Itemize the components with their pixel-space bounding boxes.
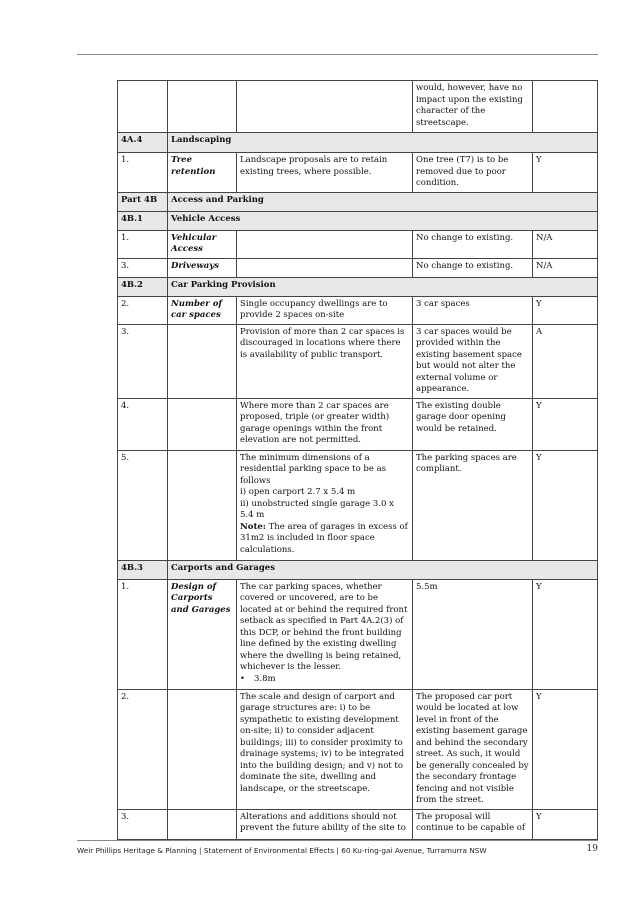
control-line: Alterations and additions should not prevent the future ability of the site to [240,811,406,833]
section-title: Carports and Garages [168,560,598,579]
compliance-value: Y [533,450,598,560]
control-name [168,324,237,398]
control-text [237,258,413,277]
control-text [237,809,413,839]
table-row [118,258,598,277]
section-title: Landscaping [168,133,598,153]
control-name [168,398,237,450]
comment-text: 3 car spaces would be provided within the existing basement space but would not alter the external volume or appearance. [413,324,533,398]
section-code: Part 4B [118,192,168,211]
compliance-value: Y [533,398,598,450]
comment-text: The proposed car port would be located at low level in front of the existing basement garage and behind the secondary street. As such, it would be generally concealed by the secondary frontage fencing and not visible from the street. [413,689,533,809]
note-text: The area of garages in excess of 31m2 is included in floor space calculations. [240,521,408,555]
table-row [118,689,598,809]
control-name: Driveways [168,258,237,277]
controls-table [117,80,598,840]
section-code: 4B.2 [118,277,168,296]
compliance-value: Y [533,296,598,324]
table-row [118,324,598,398]
control-name [168,450,237,560]
table-row [118,398,598,450]
section-row [118,133,598,153]
control-number: 2. [118,689,168,809]
control-note [240,522,409,557]
compliance-value: Y [533,153,598,193]
control-line: The car parking spaces, whether covered or uncovered, are to be located at or behind the required front setback as specified in Part 4A.2(3) of this DCP, or behind the front building line defined by the existing dwelling where the dwelling is being retained, whichever is the lesser. [240,581,408,672]
control-name: Vehicular Access [168,230,237,258]
control-name: Tree retention [168,153,237,193]
section-row [118,277,598,296]
section-row [118,211,598,230]
control-line: Landscape proposals are to retain existing trees, where possible. [240,155,388,177]
section-code: 4B.1 [118,211,168,230]
control-text [237,398,413,450]
control-number: 4. [118,398,168,450]
compliance-value: N/A [533,230,598,258]
control-number: 3. [118,809,168,839]
control-number: 1. [118,153,168,193]
comment-text: The proposal will continue to be capable of [413,809,533,839]
table-row [118,230,598,258]
section-code: 4A.4 [118,133,168,153]
comment-text: No change to existing. [413,258,533,277]
footer-rule [77,840,598,841]
comment-text: One tree (T7) is to be removed due to poor condition. [413,153,533,193]
header-rule [77,54,598,55]
control-text [237,450,413,560]
section-title: Access and Parking [168,192,598,211]
control-text [237,81,413,133]
control-name: Design of Carports and Garages [168,579,237,689]
control-text [237,689,413,809]
control-line: Single occupancy dwellings are to provide 2 spaces on-site [240,298,388,320]
footer-text: Weir Phillips Heritage & Planning | Statement of Environmental Effects | 60 Ku-ring-gai Avenue, Turramurra NSW [77,846,487,855]
compliance-value: Y [533,689,598,809]
section-title: Car Parking Provision [168,277,598,296]
table-row [118,153,598,193]
controls-table-body [118,81,598,840]
table-row [118,579,598,689]
table-row [118,81,598,133]
section-row [118,192,598,211]
compliance-value: A [533,324,598,398]
comment-text: 3 car spaces [413,296,533,324]
control-number: 1. [118,230,168,258]
control-text [237,153,413,193]
control-number: 1. [118,579,168,689]
control-name [168,81,237,133]
page-number: 19 [586,844,598,854]
control-line: Provision of more than 2 car spaces is discouraged in locations where there is availability of public transport. [240,326,405,360]
table-row [118,809,598,839]
compliance-value [533,81,598,133]
control-text [237,296,413,324]
control-line: i) open carport 2.7 x 5.4 m [240,487,356,497]
comment-text: No change to existing. [413,230,533,258]
control-line: Where more than 2 car spaces are proposed, triple (or greater width) garage openings within the front elevation are not permitted. [240,400,390,445]
control-number [118,81,168,133]
compliance-value: Y [533,809,598,839]
control-number: 2. [118,296,168,324]
control-line: The minimum dimensions of a residential parking space to be as follows [240,452,387,486]
section-title: Vehicle Access [168,211,598,230]
comment-text: would, however, have no impact upon the existing character of the streetscape. [413,81,533,133]
control-text [237,230,413,258]
control-line: The scale and design of carport and garage structures are: i) to be sympathetic to existing development on-site; ii) to consider adjacent buildings; iii) to consider proximity to drainage systems; iv) to be integrated into the building design; and v) not to dominate the site, dwelling and landscape, or the streetscape. [240,691,405,794]
control-name [168,689,237,809]
control-name [168,809,237,839]
control-text [237,324,413,398]
section-row [118,560,598,579]
control-number: 3. [118,324,168,398]
control-text [237,579,413,689]
control-name: Number of car spaces [168,296,237,324]
control-line: ii) unobstructed single garage 3.0 x 5.4 m [240,498,394,520]
table-row [118,450,598,560]
control-number: 5. [118,450,168,560]
table-row [118,296,598,324]
control-bullet: • 3.8m [240,674,409,686]
section-code: 4B.3 [118,560,168,579]
comment-text: The parking spaces are compliant. [413,450,533,560]
control-number: 3. [118,258,168,277]
compliance-value: Y [533,579,598,689]
compliance-value: N/A [533,258,598,277]
comment-text: 5.5m [413,579,533,689]
comment-text: The existing double garage door opening would be retained. [413,398,533,450]
note-label: Note: [240,521,266,532]
